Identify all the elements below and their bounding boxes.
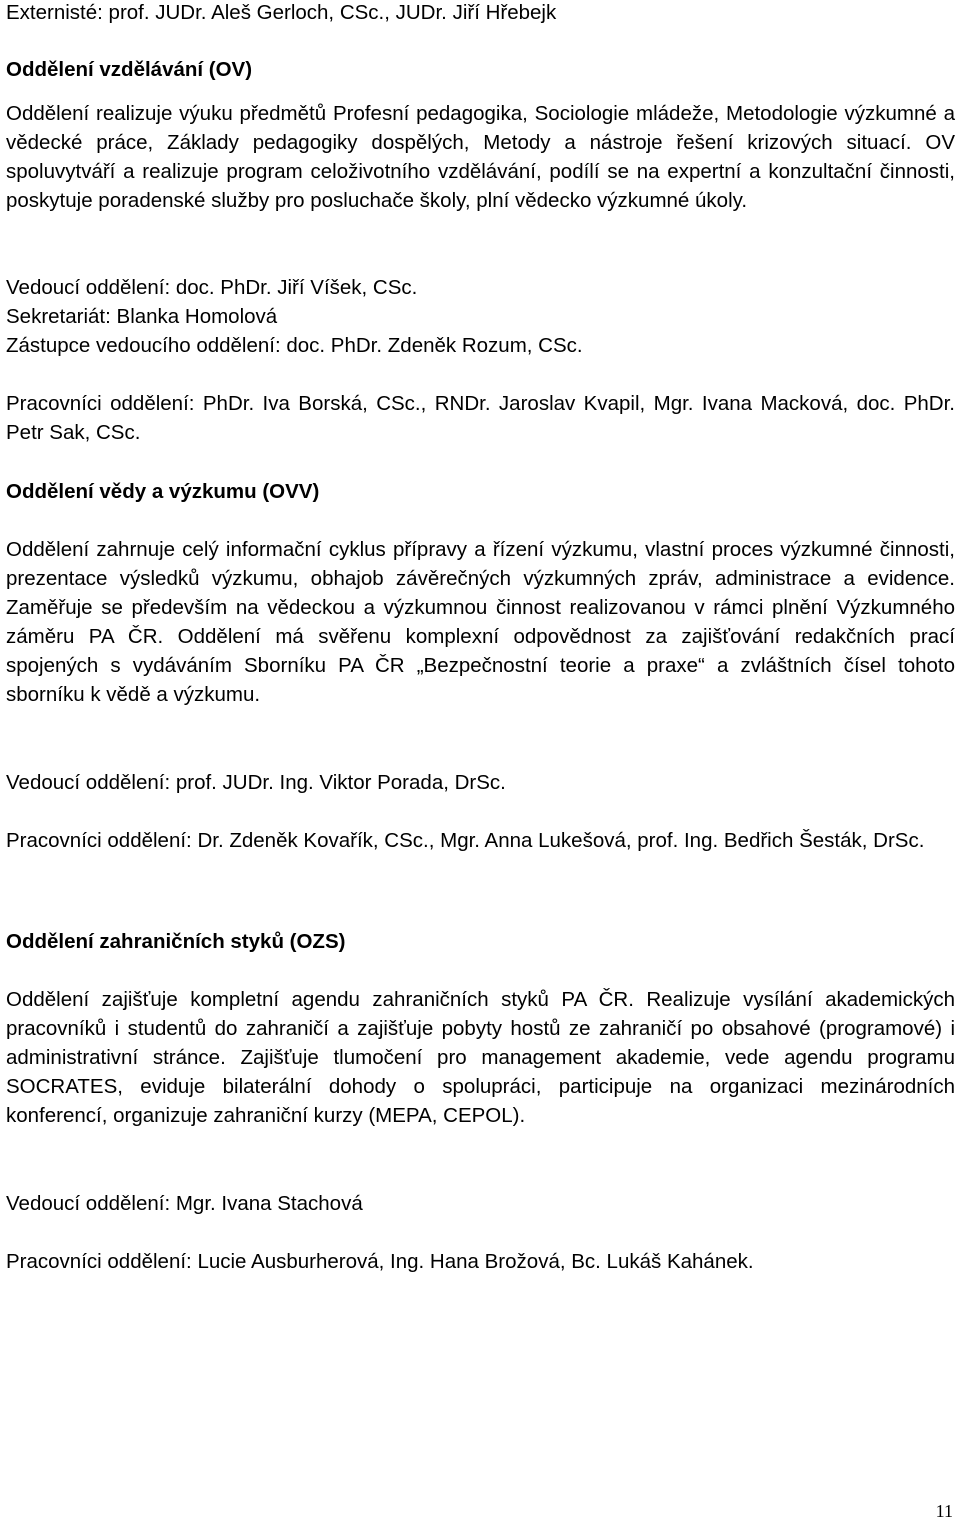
ov-paragraph: Oddělení realizuje výuku předmětů Profesní pedagogika, Sociologie mládeže, Metodologie výzkumné a vědecké práce, Základy pedagogiky dospělých, Metody a nástroje řešení krizových situací. OV spoluvytváří a realizuje program celoživotního vzdělávání, podílí se na expertní a konzultační činnosti, poskytuje poradenské služby pro posluchače školy, plní vědecko výzkumné úkoly.: [6, 102, 955, 212]
page-number: 11: [935, 1501, 953, 1521]
ovv-heading: Oddělení vědy a výzkumu (OVV): [6, 480, 320, 503]
ozs-heading: Oddělení zahraničních styků (OZS): [6, 930, 346, 953]
ovv-head: Vedoucí oddělení: prof. JUDr. Ing. Viktor Porada, DrSc.: [6, 771, 506, 794]
ovv-staff: Pracovníci oddělení: Dr. Zdeněk Kovařík, CSc., Mgr. Anna Lukešová, prof. Ing. Bedřich Šesták, DrSc.: [6, 829, 925, 852]
externists-line: Externisté: prof. JUDr. Aleš Gerloch, CSc., JUDr. Jiří Hřebejk: [6, 1, 557, 24]
ov-deputy: Zástupce vedoucího oddělení: doc. PhDr. Zdeněk Rozum, CSc.: [6, 334, 583, 357]
ov-heading: Oddělení vzdělávání (OV): [6, 58, 253, 81]
ov-secretariat: Sekretariát: Blanka Homolová: [6, 305, 278, 328]
ov-head: Vedoucí oddělení: doc. PhDr. Jiří Víšek, CSc.: [6, 276, 418, 299]
ozs-head: Vedoucí oddělení: Mgr. Ivana Stachová: [6, 1192, 363, 1215]
ozs-staff: Pracovníci oddělení: Lucie Ausburherová, Ing. Hana Brožová, Bc. Lukáš Kahánek.: [6, 1250, 754, 1273]
ozs-paragraph: Oddělení zajišťuje kompletní agendu zahraničních styků PA ČR. Realizuje vysílání akademických pracovníků i studentů do zahraničí a zajišťuje pobyty hostů ze zahraničí po obsahové (programové) i administrativní stránce. Zajišťuje tlumočení pro management akademie, vede agendu programu SOCRATES, eviduje bilaterální dohody o spolupráci, participuje na organizaci mezinárodních konferencí, organizuje zahraniční kurzy (MEPA, CEPOL).: [6, 988, 955, 1127]
ovv-paragraph: Oddělení zahrnuje celý informační cyklus přípravy a řízení výzkumu, vlastní proces výzkumné činnosti, prezentace výsledků výzkumu, obhajob závěrečných výzkumných zpráv, administrace a evidence. Zaměřuje se především na vědeckou a výzkumnou činnost realizovanou v rámci plnění Výzkumného záměru PA ČR. Oddělení má svěřenu komplexní odpovědnost za zajišťování redakčních prací spojených s vydáváním Sborníku PA ČR „Bezpečnostní teorie a praxe“ a zvláštních čísel tohoto sborníku k vědě a výzkumu.: [6, 538, 955, 706]
ov-staff: Pracovníci oddělení: PhDr. Iva Borská, CSc., RNDr. Jaroslav Kvapil, Mgr. Ivana Macková, doc. PhDr. Petr Sak, CSc.: [6, 392, 955, 444]
